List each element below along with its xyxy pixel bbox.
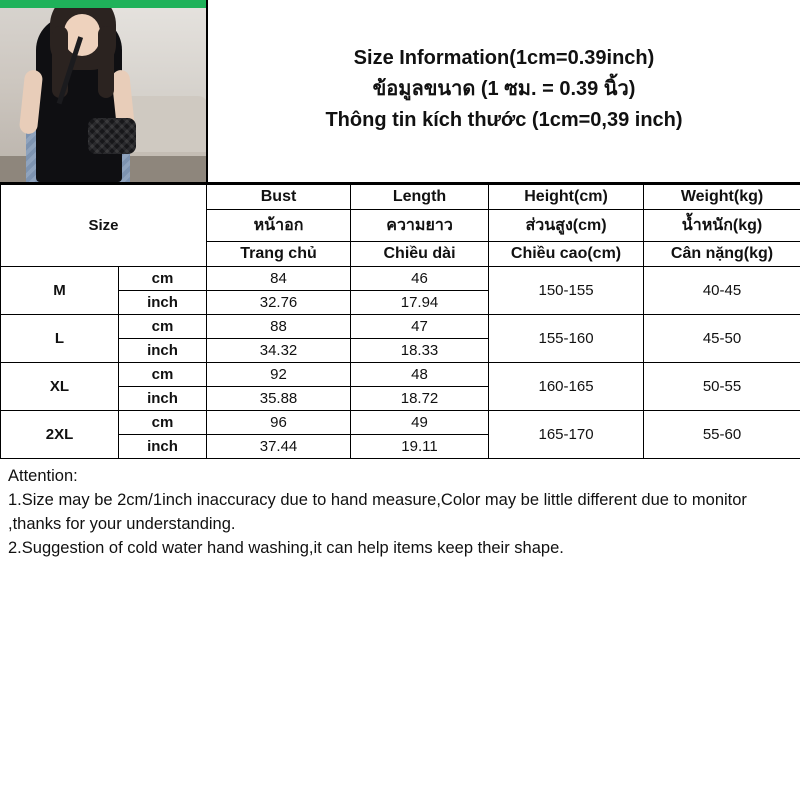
col-height-vi: Chiều cao(cm)	[489, 242, 644, 267]
table-row	[1, 363, 800, 387]
row-unit-inch: inch	[119, 291, 207, 315]
l-bust-cm: 88	[207, 315, 351, 339]
col-weight-vi: Cân nặng(kg)	[644, 242, 800, 267]
row-unit-inch: inch	[119, 387, 207, 411]
col-length-en: Length	[351, 185, 489, 210]
l-length-cm: 47	[351, 315, 489, 339]
l-length-inch: 18.33	[351, 339, 489, 363]
l-weight: 45-50	[644, 315, 800, 363]
attention-line-1: 1.Size may be 2cm/1inch inaccuracy due to hand measure,Color may be little different due to monitor ,thanks for your understanding.	[8, 490, 747, 533]
col-height-th: ส่วนสูง(cm)	[489, 210, 644, 242]
photo-green-banner	[0, 0, 206, 8]
l-height: 155-160	[489, 315, 644, 363]
m-bust-cm: 84	[207, 267, 351, 291]
row-unit-cm: cm	[119, 267, 207, 291]
table-row	[1, 411, 800, 435]
col-bust-th: หน้าอก	[207, 210, 351, 242]
title-block	[208, 0, 800, 182]
table-row	[1, 315, 800, 339]
col-length-th: ความยาว	[351, 210, 489, 242]
product-photo	[0, 0, 208, 182]
row-unit-cm: cm	[119, 411, 207, 435]
size-header-cell: Size	[1, 185, 207, 267]
xl-height: 160-165	[489, 363, 644, 411]
size-table	[0, 184, 800, 459]
xxl-length-inch: 19.11	[351, 435, 489, 459]
xl-length-cm: 48	[351, 363, 489, 387]
xl-bust-inch: 35.88	[207, 387, 351, 411]
m-weight: 40-45	[644, 267, 800, 315]
xxl-bust-cm: 96	[207, 411, 351, 435]
table-row	[1, 267, 800, 291]
col-height-en: Height(cm)	[489, 185, 644, 210]
col-weight-th: น้ำหนัก(kg)	[644, 210, 800, 242]
photo-quilted-bag	[88, 118, 136, 154]
attention-block	[0, 459, 800, 561]
l-bust-inch: 34.32	[207, 339, 351, 363]
xl-weight: 50-55	[644, 363, 800, 411]
xxl-bust-inch: 37.44	[207, 435, 351, 459]
col-length-vi: Chiều dài	[351, 242, 489, 267]
col-weight-en: Weight(kg)	[644, 185, 800, 210]
header-area	[0, 0, 800, 184]
xl-length-inch: 18.72	[351, 387, 489, 411]
xxl-height: 165-170	[489, 411, 644, 459]
row-unit-inch: inch	[119, 435, 207, 459]
title-line-en: Size Information(1cm=0.39inch)	[353, 46, 655, 69]
m-length-cm: 46	[351, 267, 489, 291]
row-size-2xl: 2XL	[1, 411, 119, 459]
xxl-weight: 55-60	[644, 411, 800, 459]
row-unit-inch: inch	[119, 339, 207, 363]
row-unit-cm: cm	[119, 363, 207, 387]
xxl-length-cm: 49	[351, 411, 489, 435]
attention-title: Attention:	[8, 467, 78, 485]
title-line-vi: Thông tin kích thước (1cm=0,39 inch)	[325, 108, 683, 131]
attention-line-2: 2.Suggestion of cold water hand washing,it can help items keep their shape.	[8, 538, 564, 557]
row-size-m: M	[1, 267, 119, 315]
xl-bust-cm: 92	[207, 363, 351, 387]
row-size-xl: XL	[1, 363, 119, 411]
m-height: 150-155	[489, 267, 644, 315]
table-header-row-en	[1, 185, 800, 210]
col-bust-vi: Trang chủ	[207, 242, 351, 267]
m-length-inch: 17.94	[351, 291, 489, 315]
row-unit-cm: cm	[119, 315, 207, 339]
row-size-l: L	[1, 315, 119, 363]
m-bust-inch: 32.76	[207, 291, 351, 315]
title-line-th: ข้อมูลขนาด (1 ซม. = 0.39 นิ้ว)	[372, 77, 636, 100]
col-bust-en: Bust	[207, 185, 351, 210]
